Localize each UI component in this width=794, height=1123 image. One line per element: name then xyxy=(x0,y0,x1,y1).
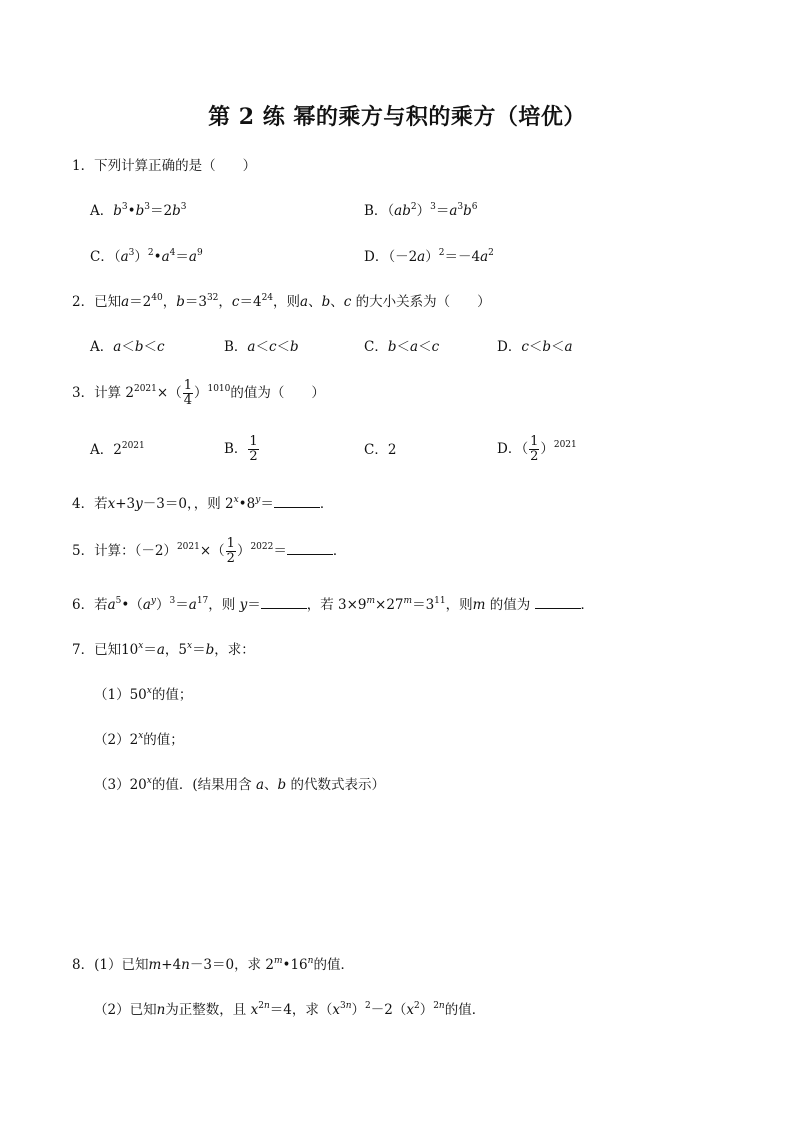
question-2-option-b: B．a＜c＜b xyxy=(224,339,299,355)
answer-blank-y[interactable] xyxy=(261,595,307,609)
answer-blank[interactable] xyxy=(274,494,320,508)
question-1-option-a: A．$b^3•b^3=2b^3$ xyxy=(90,202,187,219)
question-1-option-d: D．$(-2a)^2=-4a^2$ xyxy=(364,248,494,265)
question-2-option-d: D．c＜b＜a xyxy=(497,339,573,355)
question-8-part-2: （2）已知n为正整数，且 $x^{2n}=4$，求$(x^{3n})^2-2(x^2)^{2n}$的值． xyxy=(94,1001,486,1018)
question-3-option-b: B． $\frac{1}{2}$ xyxy=(224,434,258,464)
question-1-option-b: B．$(ab^2)^3=a^3b^6$ xyxy=(364,202,478,219)
question-3-stem: 3．计算 $2^{2021}\times$（ $\frac{1}{4}$ ）$^{1010}$的值为（ ） xyxy=(72,378,325,408)
question-8-part-1: 8．(1）已知m+4n－3＝0，求 2$^m$•16$^n$的值． xyxy=(72,956,354,973)
question-7-stem: 7．已知$10^x=a$，$5^x=b$，求： xyxy=(72,641,255,658)
question-3-option-a: A．$2^{2021}$ xyxy=(90,441,145,458)
question-1-option-c: C．$(a^3)^2•a^4=a^9$ xyxy=(90,248,203,265)
answer-blank[interactable] xyxy=(287,541,333,555)
question-7-part-3: （3）20$^x$的值．(结果用含 a、b 的代数式表示） xyxy=(94,776,385,793)
question-7-part-1: （1）50$^x$的值； xyxy=(94,686,193,703)
question-2-stem: 2．已知$a=2^{40}$，$b=3^{32}$，$c=4^{24}$，则a、b、c 的大小关系为（ ） xyxy=(72,293,491,310)
question-1-stem: 1．下列计算正确的是（ ） xyxy=(72,158,257,174)
question-2-option-a: A．a＜b＜c xyxy=(90,339,165,355)
question-3-option-d: D．（ $\frac{1}{2}$ ）$^{2021}$ xyxy=(497,434,577,464)
question-4: 4．若x+3y－3＝0，，则 $2^x•8^y=$ ． xyxy=(72,495,334,512)
question-3-option-c: C．2 xyxy=(364,442,397,458)
question-6: 6．若$a^5•(a^y)^3=a^{17}$，则 y＝ ，若 $3\times 9^m\times 27^m=3^{11}$，则m 的值为 ． xyxy=(72,596,595,613)
answer-blank-m[interactable] xyxy=(535,595,581,609)
question-7-part-2: （2）2$^x$的值； xyxy=(94,731,184,748)
question-5: 5．计算：$(-2)^{2021}\times$（ $\frac{1}{2}$ ）$^{2022}$＝ ． xyxy=(72,536,347,566)
question-2-option-c: C．b＜a＜c xyxy=(364,339,440,355)
page-title: 第 2 练 幂的乘方与积的乘方（培优） xyxy=(208,104,586,130)
